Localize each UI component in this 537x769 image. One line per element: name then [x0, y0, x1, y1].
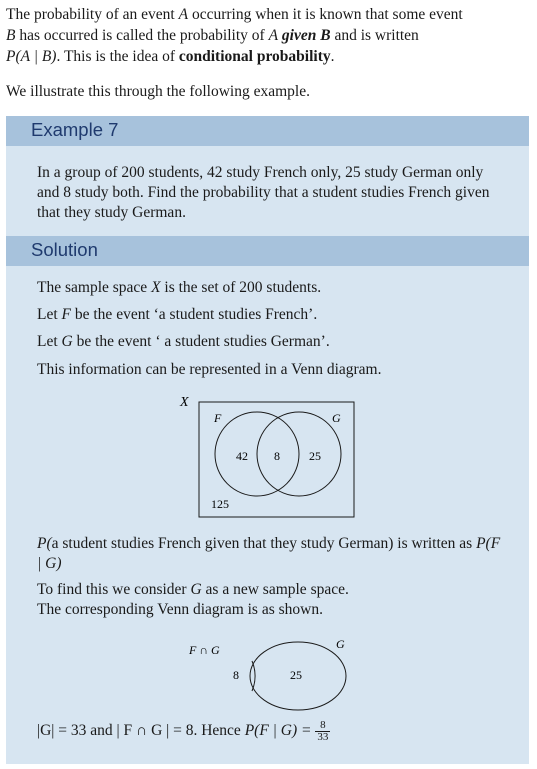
- venn2-only-g: 25: [290, 668, 302, 682]
- solution-header: [6, 236, 529, 266]
- venn1-label-f: F: [214, 411, 222, 425]
- sample-space-line: The sample space X is the set of 200 students.: [37, 279, 322, 296]
- venn2-label-g: G: [336, 637, 345, 651]
- example-box: [6, 116, 529, 764]
- example-heading: Example 7: [31, 119, 119, 140]
- answer-fraction: $\frac{8}{33}$: [317, 719, 329, 743]
- venn-intro-line: This information can be represented in a Venn diagram.: [37, 361, 382, 378]
- event-g-line: Let G be the event ‘ a student studies German’.: [37, 333, 330, 350]
- venn1-only-g: 25: [309, 449, 321, 463]
- venn-diagram-reduced: [6, 626, 529, 722]
- example-header: [6, 116, 529, 146]
- final-answer: |G| = 33 and | F ∩ G | = 8. Hence P(F | G) = $\frac{8}{33}$: [37, 719, 329, 743]
- solution-heading: Solution: [31, 239, 98, 260]
- illustrate-line: We illustrate this through the following example.: [6, 83, 310, 100]
- intro-paragraph: The probability of an event A occurring when it is known that some event B has occurred is called the probability of A given B and is written P(A | B). This is the idea of conditional probability.: [6, 6, 463, 65]
- venn1-both: 8: [274, 449, 280, 463]
- example-question: In a group of 200 students, 42 study French only, 25 study German only and 8 study both. Find the probability that a student studies French given that they study German.: [37, 164, 490, 221]
- venn-diagram-full: [6, 386, 529, 521]
- venn1-label-g: G: [332, 411, 341, 425]
- venn1-only-f: 42: [236, 449, 248, 463]
- event-f-line: Let F be the event ‘a student studies French’.: [37, 306, 318, 323]
- new-sample-space: To find this we consider G as a new sample space. The corresponding Venn diagram is as shown.: [37, 581, 349, 618]
- venn1-universe-label: X: [180, 395, 189, 410]
- venn1-outside: 125: [211, 497, 229, 511]
- conditional-definition: P(a student studies French given that they study German) is written as P(F | G): [37, 535, 501, 572]
- venn2-both: 8: [233, 668, 239, 682]
- venn2-label-intersection: F ∩ G: [189, 643, 220, 657]
